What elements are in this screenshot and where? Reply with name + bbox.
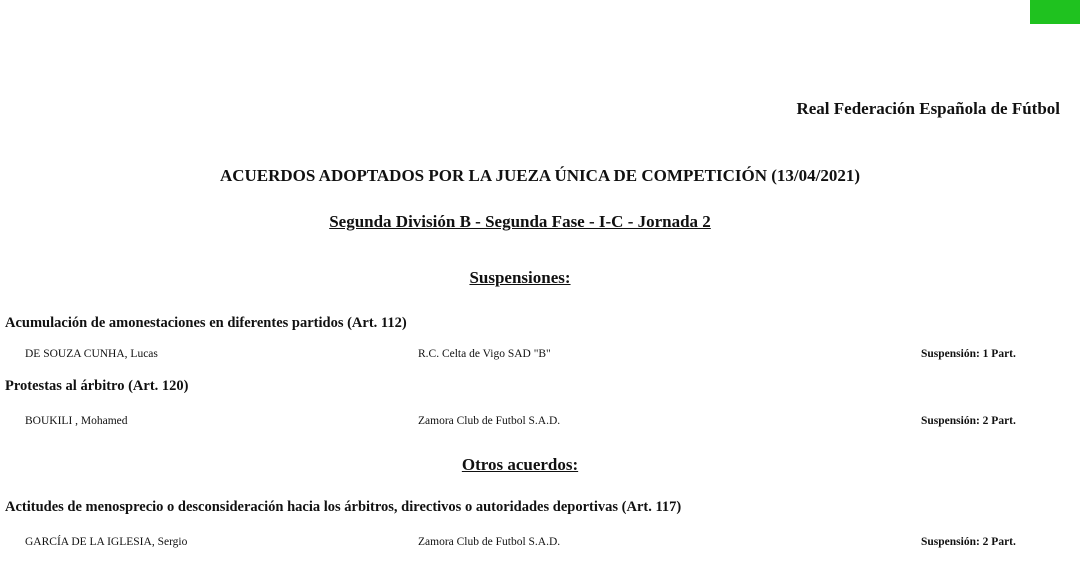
corner-marker — [1030, 0, 1080, 24]
sanction-row — [0, 348, 1080, 366]
section-heading-otros-acuerdos: Otros acuerdos: — [461, 455, 579, 474]
organization-name: Real Federación Española de Fútbol — [796, 99, 1060, 118]
category-protestas-arbitro: Protestas al árbitro (Art. 120) — [5, 378, 189, 394]
sanction-text: Suspensión: 1 Part. — [921, 348, 1016, 360]
document-title: ACUERDOS ADOPTADOS POR LA JUEZA ÚNICA DE COMPETICIÓN (13/04/2021) — [219, 166, 861, 185]
category-menosprecio-arbitros: Actitudes de menosprecio o desconsideración hacia los árbitros, directivos o autoridades deportivas (Art. 117) — [5, 499, 682, 515]
club-name: Zamora Club de Futbol S.A.D. — [418, 415, 561, 427]
player-name: GARCÍA DE LA IGLESIA, Sergio — [25, 536, 188, 548]
club-name: Zamora Club de Futbol S.A.D. — [418, 536, 561, 548]
player-name: BOUKILI , Mohamed — [25, 415, 128, 427]
category-acumulacion-amonestaciones: Acumulación de amonestaciones en diferentes partidos (Art. 112) — [5, 315, 407, 331]
sanction-text: Suspensión: 2 Part. — [921, 536, 1016, 548]
sanction-row — [0, 415, 1080, 433]
sanction-text: Suspensión: 2 Part. — [921, 415, 1016, 427]
competition-heading: Segunda División B - Segunda Fase - I-C - Jornada 2 — [329, 212, 711, 231]
player-name: DE SOUZA CUNHA, Lucas — [25, 348, 158, 360]
sanction-row — [0, 536, 1080, 554]
club-name: R.C. Celta de Vigo SAD "B" — [418, 348, 551, 360]
section-heading-suspensiones: Suspensiones: — [469, 268, 571, 287]
